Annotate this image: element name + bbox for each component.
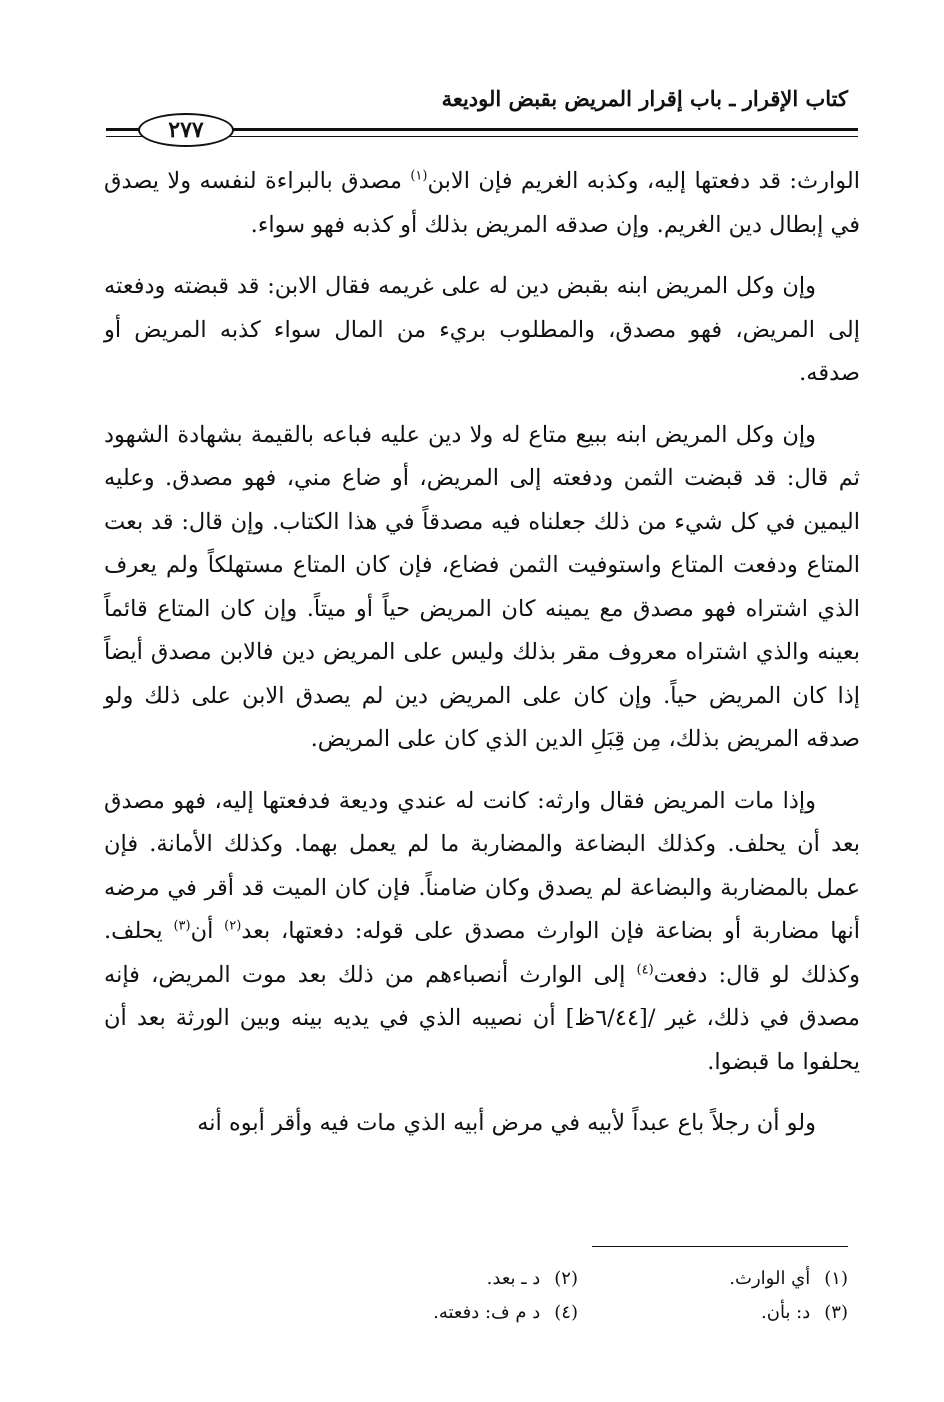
footnote-item <box>578 1296 848 1330</box>
footnote-number: (٤) <box>554 1302 578 1323</box>
footnote-number: (٣) <box>824 1302 848 1323</box>
paragraph-text: أن <box>190 918 225 944</box>
footnote-text: د ـ بعد. <box>486 1268 541 1289</box>
body-text <box>104 160 860 1164</box>
footnote-text: د: بأن. <box>761 1302 811 1323</box>
footnote-ref: (١) <box>410 168 428 184</box>
footnote-text: أي الوارث. <box>729 1268 811 1289</box>
running-header-title: كتاب الإقرار ـ باب إقرار المريض بقبض الوديعة <box>441 86 848 111</box>
footnote-text: د م ف: دفعته. <box>433 1302 541 1323</box>
footnote-item <box>578 1262 848 1296</box>
footnote-number: (٢) <box>554 1268 578 1289</box>
footnote-ref: (٤) <box>636 962 654 977</box>
paragraph: ولو أن رجلاً باع عبداً لأبيه في مرض أبيه الذي مات فيه وأقر أبوه أنه <box>197 1110 816 1136</box>
paragraph: وإن وكل المريض ابنه بقبض دين له على غريمه فقال الابن: قد قبضته ودفعته إلى المريض، فهو مصدق، والمطلوب بريء من المال سواء كذبه المريض أو صدقه. <box>104 273 860 386</box>
footnote-item <box>308 1296 578 1330</box>
footnote-row <box>288 1262 848 1296</box>
paragraph-text: يحلف. وكذلك لو قال: دفعت <box>104 918 860 988</box>
footnote-ref: (٣) <box>173 918 191 934</box>
footnote-ref: (٢) <box>224 918 242 934</box>
footnote-row <box>288 1296 848 1330</box>
footnotes <box>288 1262 848 1330</box>
paragraph: وإن وكل المريض ابنه ببيع متاع له ولا دين عليه فباعه بالقيمة بشهادة الشهود ثم قال: قد قبضت الثمن ودفعته إلى المريض، أو ضاع مني، فهو مصدق. وعليه اليمين في كل شيء من ذلك جعلناه فيه مصدقاً في هذا الكتاب. وإن قال: قد بعت المتاع ودفعت المتاع واستوفيت الثمن فضاع، فإن كان المتاع مستهلكاً ولم يعرف الذي اشتراه فهو مصدق مع يمينه كان المريض حياً أو ميتاً. وإن كان المتاع قائماً بعينه والذي اشتراه معروف مقر بذلك وليس على المريض دين فالابن مصدق أيضاً إذا كان المريض حياً. وإن كان على المريض دين لم يصدق الابن على ذلك ولو صدقه المريض بذلك، مِن قِبَلِ الدين الذي كان على المريض. <box>104 421 860 752</box>
paragraph <box>104 160 860 247</box>
paragraph-text: مصدق بالبراءة لنفسه ولا يصدق في إبطال دين الغريم. وإن صدقه المريض بذلك أو كذبه فهو سواء. <box>104 168 860 238</box>
footnote-rule <box>592 1246 848 1247</box>
paragraph <box>104 780 860 1085</box>
footnote-number: (١) <box>824 1268 848 1289</box>
paragraph-text: الوارث: قد دفعتها إليه، وكذبه الغريم فإن الابن <box>427 168 860 194</box>
paragraph-text: وإذا مات المريض فقال وارثه: كانت له عندي وديعة فدفعتها إليه، فهو مصدق بعد أن يحلف. وكذلك البضاعة والمضاربة ما لم يعمل بهما. وكذلك الأمانة. فإن عمل بالمضاربة والبضاعة لم يصدق وكان ضامناً. فإن كان الميت قد أقر في مرضه أنها مضاربة أو بضاعة فإن الوارث مصدق على قوله: دفعتها، بعد <box>104 787 860 944</box>
footnote-item <box>308 1262 578 1296</box>
page-number: ٢٧٧ <box>138 113 234 147</box>
paragraph-text: إلى الوارث أنصباءهم من ذلك بعد موت المريض، فإنه مصدق في ذلك، غير /[٦/٤٤ظ] أن نصيبه الذي في يديه بينه وبين الورثة بعد أن يحلفوا ما قبضوا. <box>104 961 860 1075</box>
